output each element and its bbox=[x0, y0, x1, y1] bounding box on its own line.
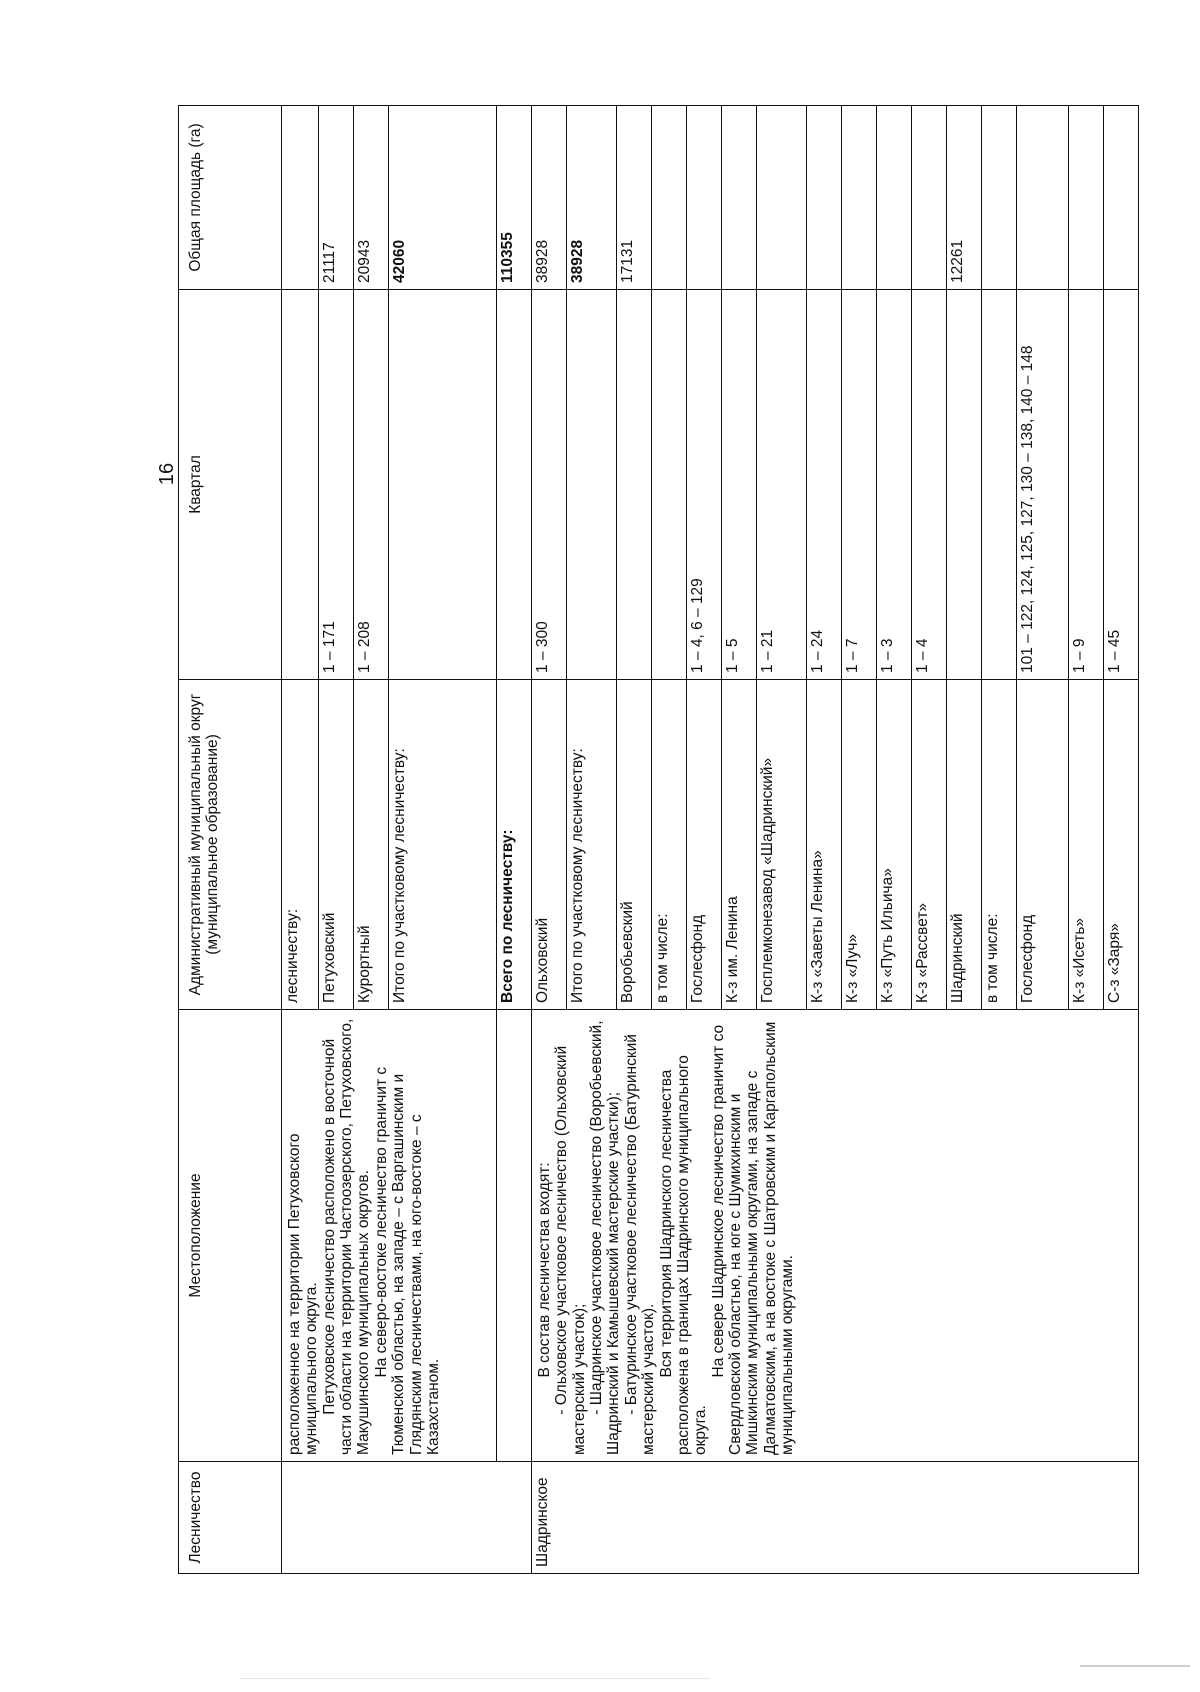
area-cell: 21117 bbox=[319, 106, 354, 290]
district-cell: Госплемконезавод «Шадринский» bbox=[757, 680, 807, 1010]
area-cell bbox=[842, 106, 877, 290]
quarter-cell bbox=[982, 290, 1017, 680]
location-line: На севере Шадринское лесничество граничит со Свердловской областью, на юге с Шумихинским и Мишкинским муниципальными округами, на западе с Далматовским, а на востоке с Шатровским и Каргапольским муниципальными округами. bbox=[709, 1021, 797, 1455]
location-cell bbox=[497, 1010, 532, 1462]
table-header-row bbox=[179, 106, 282, 1574]
district-cell: Петуховский bbox=[319, 680, 354, 1010]
area-cell: 38928 bbox=[532, 106, 567, 290]
quarter-cell: 1 – 4 bbox=[912, 290, 947, 680]
district-cell: Итого по участковому лесничеству: bbox=[389, 680, 497, 1010]
district-cell: К-з «Луч» bbox=[842, 680, 877, 1010]
location-line: - Ольховское участковое лесничество (Ольховский мастерский участок); bbox=[553, 1045, 588, 1455]
page-number: 16 bbox=[156, 462, 178, 486]
district-cell: Курортный bbox=[354, 680, 389, 1010]
location-line: Петуховское лесничество расположено в восточной части области на территории Частоозерского, Петуховского, Макушинского муниципальных округов. bbox=[320, 1018, 373, 1455]
quarter-cell: 1 – 45 bbox=[1104, 290, 1139, 680]
quarter-cell: 1 – 7 bbox=[842, 290, 877, 680]
header-quarter: Квартал bbox=[179, 290, 282, 680]
table-row bbox=[497, 106, 532, 1574]
header-location: Местоположение bbox=[179, 1010, 282, 1462]
area-cell bbox=[1069, 106, 1104, 290]
area-cell bbox=[687, 106, 722, 290]
district-cell: Гослесфонд bbox=[1017, 680, 1069, 1010]
quarter-cell: 1 – 5 bbox=[722, 290, 757, 680]
area-cell bbox=[757, 106, 807, 290]
total-area: 110355 bbox=[497, 106, 532, 290]
location-line: расположенное на территории Петуховского муниципального округа. bbox=[286, 1133, 321, 1455]
quarter-cell bbox=[947, 290, 982, 680]
district-cell: лесничеству: bbox=[282, 680, 319, 1010]
area-cell: 38928 bbox=[567, 106, 617, 290]
area-cell bbox=[722, 106, 757, 290]
total-label: Всего по лесничеству: bbox=[497, 680, 532, 1010]
table-row bbox=[282, 106, 319, 1574]
district-cell: Гослесфонд bbox=[687, 680, 722, 1010]
forestry-cell bbox=[282, 1462, 532, 1574]
quarter-cell: 1 – 4, 6 – 129 bbox=[687, 290, 722, 680]
district-cell: К-з «Исеть» bbox=[1069, 680, 1104, 1010]
area-cell: 12261 bbox=[947, 106, 982, 290]
quarter-cell: 1 – 300 bbox=[532, 290, 567, 680]
district-cell: К-з «Рассвет» bbox=[912, 680, 947, 1010]
scan-artifact-line bbox=[240, 1678, 710, 1679]
table-row bbox=[532, 106, 567, 1574]
area-cell: 17131 bbox=[617, 106, 652, 290]
quarter-cell bbox=[652, 290, 687, 680]
location-line: - Шадринское участковое лесничество (Воробьевский, Шадринский и Камышевский мастерские участки); bbox=[588, 1020, 623, 1455]
district-cell: в том числе: bbox=[652, 680, 687, 1010]
quarter-cell: 1 – 208 bbox=[354, 290, 389, 680]
district-cell: в том числе: bbox=[982, 680, 1017, 1010]
district-cell: К-з им. Ленина bbox=[722, 680, 757, 1010]
quarter-cell: 1 – 171 bbox=[319, 290, 354, 680]
location-line: В состав лесничества входят: bbox=[536, 1162, 553, 1378]
location-line: Вся территория Шадринского лесничества расположена в границах Шадринского муниципального округа. bbox=[657, 1055, 710, 1455]
location-line: На северо-востоке лесничество граничит с Тюменской областью, на западе – с Варгашинским и Глядянским лесничествами, на юго-востоке – с Казахстаном. bbox=[372, 1066, 442, 1455]
area-cell bbox=[982, 106, 1017, 290]
quarter-cell bbox=[497, 290, 532, 680]
scan-artifact-line bbox=[1080, 1665, 1190, 1667]
quarter-cell: 1 – 24 bbox=[807, 290, 842, 680]
district-cell: Итого по участковому лесничеству: bbox=[567, 680, 617, 1010]
district-cell: К-з «Путь Ильича» bbox=[877, 680, 912, 1010]
quarter-cell: 1 – 21 bbox=[757, 290, 807, 680]
header-area: Общая площадь (га) bbox=[179, 106, 282, 290]
quarter-cell bbox=[282, 290, 319, 680]
quarter-cell: 101 – 122, 124, 125, 127, 130 – 138, 140 – 148 bbox=[1017, 290, 1069, 680]
area-cell bbox=[1017, 106, 1069, 290]
header-district: Административный муниципальный округ (муниципальное образование) bbox=[179, 680, 282, 1010]
quarter-cell: 1 – 3 bbox=[877, 290, 912, 680]
location-cell bbox=[282, 1010, 497, 1462]
district-cell: Воробьевский bbox=[617, 680, 652, 1010]
header-forestry: Лесничество bbox=[179, 1462, 282, 1574]
quarter-cell: 1 – 9 bbox=[1069, 290, 1104, 680]
district-cell: С-з «Заря» bbox=[1104, 680, 1139, 1010]
forestry-table bbox=[178, 105, 1139, 1574]
area-cell: 42060 bbox=[389, 106, 497, 290]
district-cell: К-з «Заветы Ленина» bbox=[807, 680, 842, 1010]
district-cell: Шадринский bbox=[947, 680, 982, 1010]
quarter-cell bbox=[389, 290, 497, 680]
rotated-table-container bbox=[178, 106, 1123, 1574]
area-cell bbox=[807, 106, 842, 290]
district-cell: Ольховский bbox=[532, 680, 567, 1010]
area-cell bbox=[912, 106, 947, 290]
area-cell bbox=[282, 106, 319, 290]
location-line: - Батуринское участковое лесничество (Батуринский мастерский участок). bbox=[622, 1034, 658, 1455]
area-cell bbox=[1104, 106, 1139, 290]
area-cell bbox=[877, 106, 912, 290]
location-cell bbox=[532, 1010, 1139, 1462]
quarter-cell bbox=[617, 290, 652, 680]
quarter-cell bbox=[567, 290, 617, 680]
area-cell: 20943 bbox=[354, 106, 389, 290]
area-cell bbox=[652, 106, 687, 290]
forestry-cell: Шадринское bbox=[532, 1462, 1139, 1574]
